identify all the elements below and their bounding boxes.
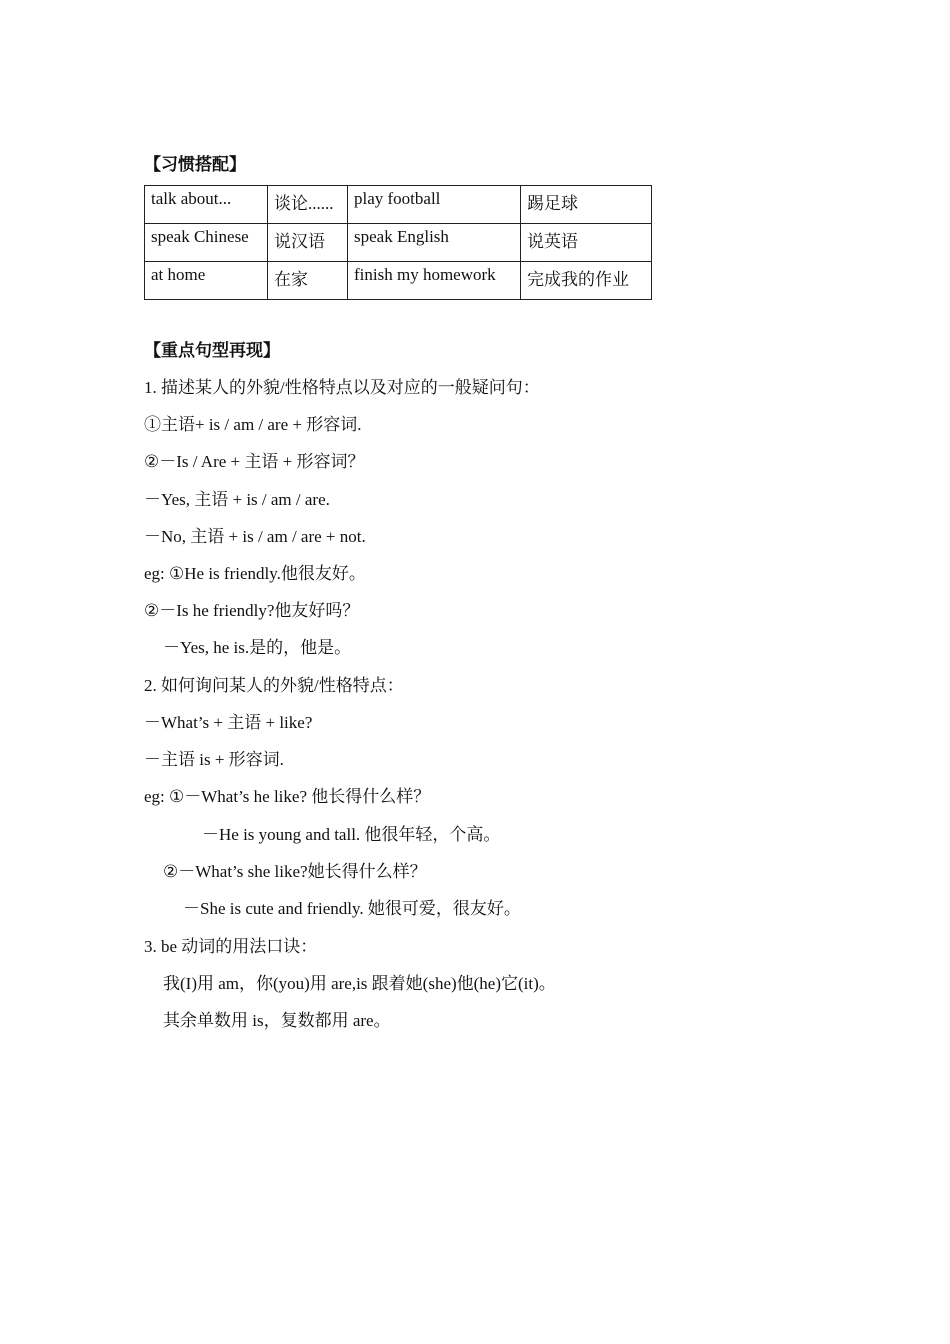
text-line: ②－What’s she like?她长得什么样？ xyxy=(163,862,427,881)
collocations-heading: 【习惯搭配】 xyxy=(144,155,246,175)
collocations-table xyxy=(144,185,652,300)
table-cell: play football xyxy=(348,186,521,224)
text-line: ②－Is / Are + 主语 + 形容词？ xyxy=(144,452,365,471)
text-line: －主语 is + 形容词. xyxy=(144,750,284,769)
text-line: 3. be 动词的用法口诀： xyxy=(144,937,318,956)
table-cell: speak Chinese xyxy=(145,224,268,262)
text-line: eg: ①－What’s he like? 他长得什么样？ xyxy=(144,787,431,806)
table-cell: speak English xyxy=(348,224,521,262)
text-line: －Yes, 主语 + is / am / are. xyxy=(144,490,330,509)
table-cell: 在家 xyxy=(268,262,348,300)
text-line: －Yes, he is.是的，他是。 xyxy=(163,638,352,657)
text-line: 2. 如何询问某人的外貌/性格特点： xyxy=(144,676,404,695)
text-line: －She is cute and friendly. 她很可爱，很友好。 xyxy=(183,899,521,918)
text-line: 我(I)用 am，你(you)用 are,is 跟着她(she)他(he)它(it)。 xyxy=(163,974,556,993)
text-line: －No, 主语 + is / am / are + not. xyxy=(144,527,366,546)
key-sentences-heading: 【重点句型再现】 xyxy=(144,341,280,361)
table-cell: 完成我的作业 xyxy=(521,262,652,300)
table-cell: at home xyxy=(145,262,268,300)
table-row xyxy=(145,262,652,300)
text-line: 1. 描述某人的外貌/性格特点以及对应的一般疑问句： xyxy=(144,378,540,397)
table-cell: finish my homework xyxy=(348,262,521,300)
table-row xyxy=(145,224,652,262)
text-line: －He is young and tall. 他很年轻，个高。 xyxy=(202,825,501,844)
table-row xyxy=(145,186,652,224)
table-cell: 踢足球 xyxy=(521,186,652,224)
table-cell: 谈论...... xyxy=(268,186,348,224)
text-line: ②－Is he friendly?他友好吗？ xyxy=(144,601,360,620)
text-line: 其余单数用 is，复数都用 are。 xyxy=(163,1011,391,1030)
text-line: －What’s + 主语 + like? xyxy=(144,713,313,732)
table-cell: 说英语 xyxy=(521,224,652,262)
table-cell: talk about... xyxy=(145,186,268,224)
text-line: ①主语+ is / am / are + 形容词. xyxy=(144,415,362,434)
table-cell: 说汉语 xyxy=(268,224,348,262)
text-line: eg: ①He is friendly.他很友好。 xyxy=(144,564,366,583)
